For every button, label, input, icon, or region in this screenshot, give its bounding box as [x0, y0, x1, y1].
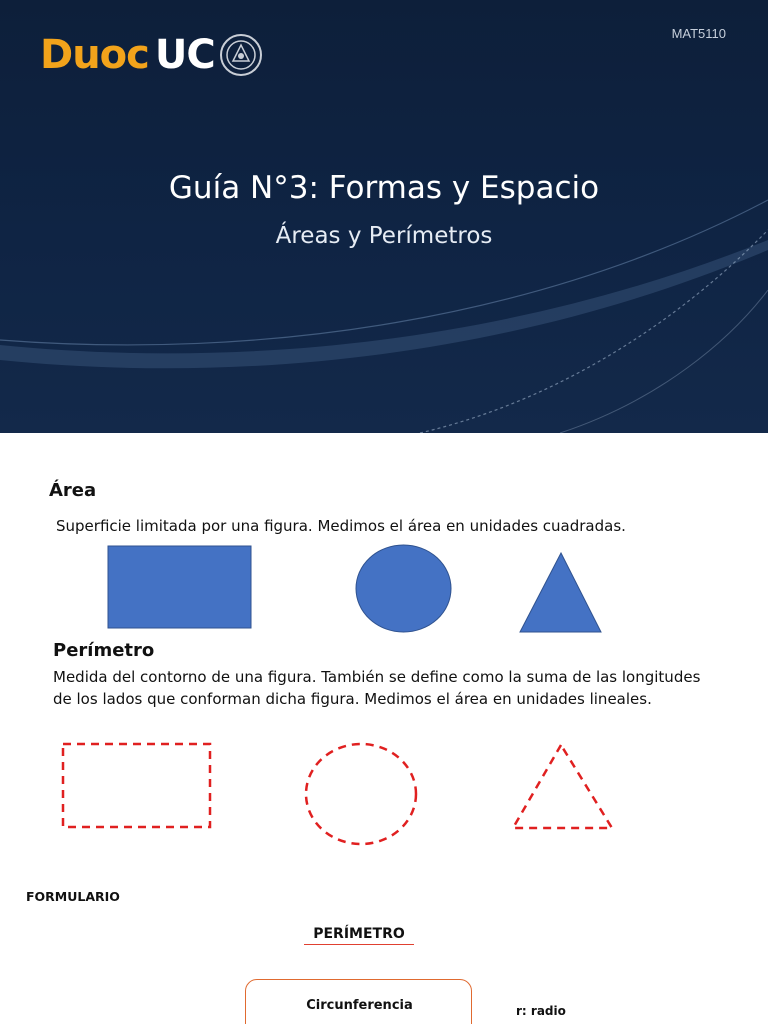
seal-icon — [217, 31, 265, 79]
page-subtitle: Áreas y Perímetros — [275, 223, 493, 249]
logo-uc-text: UC — [154, 32, 215, 78]
area-heading: Área — [49, 480, 97, 501]
perimetro-section-heading: PERÍMETRO — [304, 926, 414, 945]
perimetro-heading: Perímetro — [53, 640, 155, 661]
dashed-triangle — [513, 745, 612, 828]
course-code: MAT5110 — [671, 26, 726, 41]
circunferencia-formula-box — [245, 979, 472, 1024]
logo-duoc-text: Duoc — [40, 32, 149, 78]
title-slide — [0, 0, 768, 433]
perimetro-description: Medida del contorno de una figura. También se define como la suma de las longitudes de los lados que conforman dicha figura. Medimos el área en unidades lineales. — [53, 668, 701, 708]
area-shapes — [0, 433, 768, 643]
content-slide — [0, 433, 768, 1024]
filled-rectangle — [108, 546, 251, 628]
filled-triangle — [520, 553, 601, 632]
formulario-heading: FORMULARIO — [26, 889, 120, 904]
duoc-uc-logo — [40, 30, 265, 80]
area-description: Superficie limitada por una figura. Medimos el área en unidades cuadradas. — [56, 517, 626, 535]
dashed-circle — [306, 744, 416, 844]
page-title: Guía N°3: Formas y Espacio — [168, 170, 600, 206]
filled-circle — [356, 545, 451, 632]
dashed-rectangle — [63, 744, 210, 827]
perimetro-shapes — [0, 723, 768, 853]
circunferencia-label: Circunferencia — [306, 998, 413, 1013]
radius-legend: r: radio — [516, 1004, 566, 1018]
